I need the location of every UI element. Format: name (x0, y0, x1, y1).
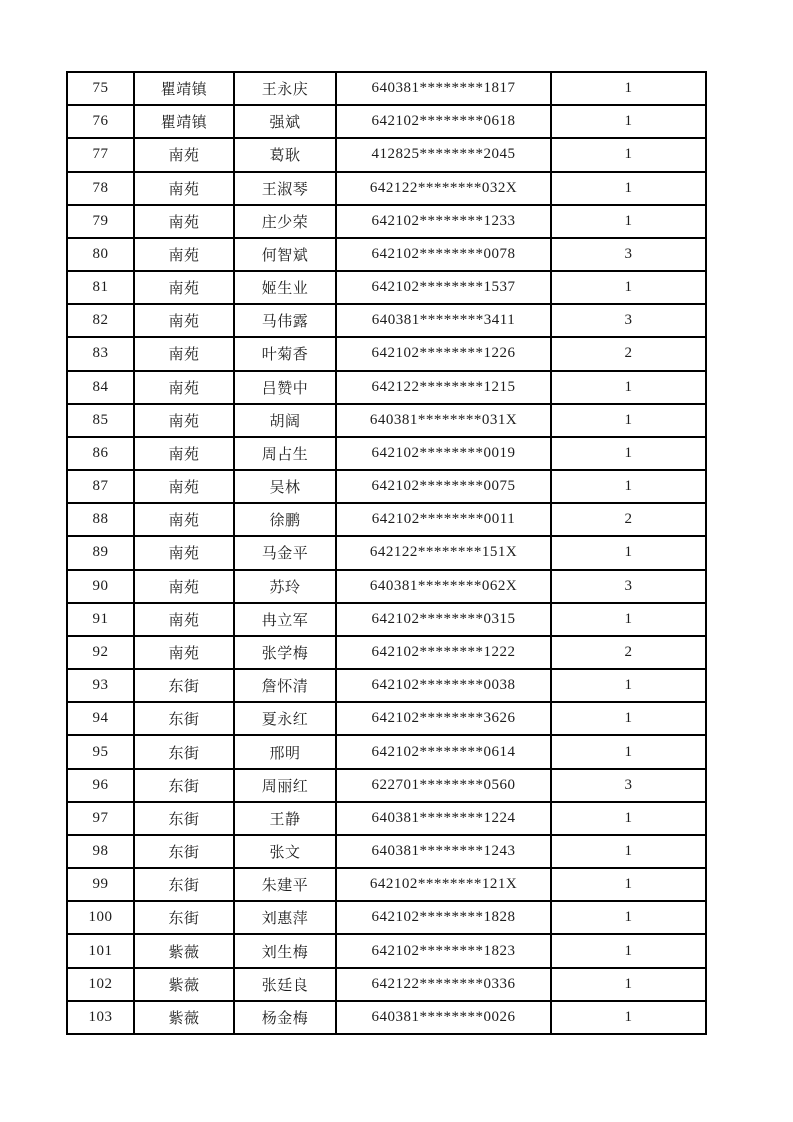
cell-id-number: 642102********1537 (336, 271, 551, 304)
cell-index: 94 (67, 702, 134, 735)
cell-id-number: 642102********3626 (336, 702, 551, 735)
cell-district: 南苑 (134, 172, 234, 205)
cell-index: 90 (67, 570, 134, 603)
table-row (67, 105, 706, 138)
cell-district: 南苑 (134, 238, 234, 271)
cell-district: 南苑 (134, 470, 234, 503)
table-row (67, 470, 706, 503)
cell-index: 89 (67, 536, 134, 569)
cell-name: 马伟露 (234, 304, 336, 337)
cell-index: 79 (67, 205, 134, 238)
cell-name: 冉立军 (234, 603, 336, 636)
cell-name: 强斌 (234, 105, 336, 138)
cell-count: 1 (551, 371, 706, 404)
table-row (67, 636, 706, 669)
cell-id-number: 642122********1215 (336, 371, 551, 404)
table-row (67, 205, 706, 238)
cell-index: 96 (67, 769, 134, 802)
cell-name: 刘惠萍 (234, 901, 336, 934)
table-row (67, 702, 706, 735)
cell-name: 王静 (234, 802, 336, 835)
cell-count: 1 (551, 735, 706, 768)
cell-count: 1 (551, 205, 706, 238)
cell-district: 东街 (134, 702, 234, 735)
cell-count: 1 (551, 603, 706, 636)
cell-id-number: 642102********0019 (336, 437, 551, 470)
cell-count: 1 (551, 105, 706, 138)
cell-id-number: 642102********1226 (336, 337, 551, 370)
cell-count: 3 (551, 769, 706, 802)
cell-district: 东街 (134, 901, 234, 934)
cell-count: 1 (551, 404, 706, 437)
cell-index: 93 (67, 669, 134, 702)
cell-name: 杨金梅 (234, 1001, 336, 1034)
cell-name: 朱建平 (234, 868, 336, 901)
cell-district: 南苑 (134, 437, 234, 470)
cell-name: 叶菊香 (234, 337, 336, 370)
cell-district: 紫薇 (134, 1001, 234, 1034)
cell-name: 王永庆 (234, 72, 336, 105)
cell-id-number: 640381********1224 (336, 802, 551, 835)
cell-count: 1 (551, 802, 706, 835)
cell-district: 东街 (134, 669, 234, 702)
cell-index: 80 (67, 238, 134, 271)
cell-id-number: 642102********0038 (336, 669, 551, 702)
cell-id-number: 640381********1817 (336, 72, 551, 105)
cell-name: 吕赞中 (234, 371, 336, 404)
cell-count: 3 (551, 570, 706, 603)
cell-id-number: 640381********062X (336, 570, 551, 603)
cell-district: 东街 (134, 769, 234, 802)
cell-district: 南苑 (134, 371, 234, 404)
cell-district: 南苑 (134, 503, 234, 536)
cell-district: 紫薇 (134, 968, 234, 1001)
cell-count: 3 (551, 304, 706, 337)
cell-index: 99 (67, 868, 134, 901)
cell-index: 82 (67, 304, 134, 337)
table-row (67, 570, 706, 603)
cell-name: 苏玲 (234, 570, 336, 603)
cell-name: 庄少荣 (234, 205, 336, 238)
cell-index: 102 (67, 968, 134, 1001)
cell-district: 南苑 (134, 304, 234, 337)
cell-count: 2 (551, 636, 706, 669)
cell-id-number: 640381********0026 (336, 1001, 551, 1034)
cell-id-number: 642102********0614 (336, 735, 551, 768)
cell-index: 88 (67, 503, 134, 536)
cell-count: 1 (551, 934, 706, 967)
cell-index: 77 (67, 138, 134, 171)
table-row (67, 304, 706, 337)
cell-count: 1 (551, 536, 706, 569)
table-row (67, 437, 706, 470)
cell-name: 邢明 (234, 735, 336, 768)
table-row (67, 371, 706, 404)
table-row (67, 603, 706, 636)
table-row (67, 138, 706, 171)
cell-index: 85 (67, 404, 134, 437)
cell-district: 南苑 (134, 138, 234, 171)
cell-district: 东街 (134, 802, 234, 835)
cell-count: 1 (551, 835, 706, 868)
cell-count: 1 (551, 901, 706, 934)
cell-index: 97 (67, 802, 134, 835)
cell-count: 1 (551, 72, 706, 105)
table-row (67, 802, 706, 835)
cell-id-number: 642102********1828 (336, 901, 551, 934)
cell-id-number: 642102********0078 (336, 238, 551, 271)
cell-index: 100 (67, 901, 134, 934)
table-row (67, 238, 706, 271)
cell-id-number: 642102********1823 (336, 934, 551, 967)
cell-name: 马金平 (234, 536, 336, 569)
cell-id-number: 642102********121X (336, 868, 551, 901)
cell-count: 1 (551, 172, 706, 205)
table-row (67, 669, 706, 702)
cell-name: 詹怀清 (234, 669, 336, 702)
cell-id-number: 642102********0315 (336, 603, 551, 636)
cell-index: 92 (67, 636, 134, 669)
cell-index: 86 (67, 437, 134, 470)
table-row (67, 503, 706, 536)
cell-count: 2 (551, 337, 706, 370)
cell-index: 98 (67, 835, 134, 868)
cell-index: 81 (67, 271, 134, 304)
cell-count: 1 (551, 271, 706, 304)
cell-district: 南苑 (134, 271, 234, 304)
cell-name: 胡阔 (234, 404, 336, 437)
cell-id-number: 642102********1222 (336, 636, 551, 669)
cell-id-number: 622701********0560 (336, 769, 551, 802)
cell-count: 3 (551, 238, 706, 271)
cell-index: 84 (67, 371, 134, 404)
cell-district: 南苑 (134, 636, 234, 669)
table-row (67, 404, 706, 437)
cell-id-number: 642122********032X (336, 172, 551, 205)
table-row (67, 901, 706, 934)
cell-count: 1 (551, 138, 706, 171)
cell-name: 刘生梅 (234, 934, 336, 967)
cell-count: 1 (551, 968, 706, 1001)
table-row (67, 868, 706, 901)
roster-table (66, 71, 707, 1035)
cell-id-number: 642102********0618 (336, 105, 551, 138)
table-row (67, 769, 706, 802)
cell-district: 南苑 (134, 570, 234, 603)
cell-name: 何智斌 (234, 238, 336, 271)
cell-name: 徐鹏 (234, 503, 336, 536)
cell-district: 南苑 (134, 337, 234, 370)
table-row (67, 934, 706, 967)
cell-id-number: 640381********1243 (336, 835, 551, 868)
cell-name: 吴林 (234, 470, 336, 503)
cell-id-number: 642122********151X (336, 536, 551, 569)
cell-name: 葛耿 (234, 138, 336, 171)
table-row (67, 172, 706, 205)
cell-id-number: 642122********0336 (336, 968, 551, 1001)
cell-district: 瞿靖镇 (134, 72, 234, 105)
cell-id-number: 642102********0075 (336, 470, 551, 503)
cell-count: 1 (551, 470, 706, 503)
cell-count: 1 (551, 669, 706, 702)
cell-name: 周丽红 (234, 769, 336, 802)
cell-district: 南苑 (134, 404, 234, 437)
cell-count: 1 (551, 868, 706, 901)
cell-district: 南苑 (134, 536, 234, 569)
cell-name: 张文 (234, 835, 336, 868)
table-row (67, 536, 706, 569)
cell-id-number: 642102********0011 (336, 503, 551, 536)
cell-district: 东街 (134, 735, 234, 768)
cell-id-number: 412825********2045 (336, 138, 551, 171)
cell-name: 周占生 (234, 437, 336, 470)
cell-count: 2 (551, 503, 706, 536)
cell-name: 张廷良 (234, 968, 336, 1001)
cell-index: 76 (67, 105, 134, 138)
table-row (67, 835, 706, 868)
cell-district: 瞿靖镇 (134, 105, 234, 138)
table-row (67, 271, 706, 304)
cell-name: 姬生业 (234, 271, 336, 304)
cell-index: 83 (67, 337, 134, 370)
cell-index: 87 (67, 470, 134, 503)
cell-index: 78 (67, 172, 134, 205)
cell-district: 东街 (134, 868, 234, 901)
cell-district: 南苑 (134, 603, 234, 636)
cell-id-number: 642102********1233 (336, 205, 551, 238)
table-row (67, 337, 706, 370)
table-row (67, 735, 706, 768)
cell-id-number: 640381********031X (336, 404, 551, 437)
cell-name: 夏永红 (234, 702, 336, 735)
table-row (67, 1001, 706, 1034)
table-row (67, 72, 706, 105)
cell-count: 1 (551, 702, 706, 735)
cell-index: 101 (67, 934, 134, 967)
cell-district: 东街 (134, 835, 234, 868)
cell-index: 95 (67, 735, 134, 768)
cell-index: 103 (67, 1001, 134, 1034)
cell-count: 1 (551, 1001, 706, 1034)
cell-name: 张学梅 (234, 636, 336, 669)
cell-district: 紫薇 (134, 934, 234, 967)
cell-id-number: 640381********3411 (336, 304, 551, 337)
table-row (67, 968, 706, 1001)
cell-district: 南苑 (134, 205, 234, 238)
cell-index: 91 (67, 603, 134, 636)
cell-count: 1 (551, 437, 706, 470)
roster-table-body (67, 72, 706, 1034)
cell-index: 75 (67, 72, 134, 105)
cell-name: 王淑琴 (234, 172, 336, 205)
